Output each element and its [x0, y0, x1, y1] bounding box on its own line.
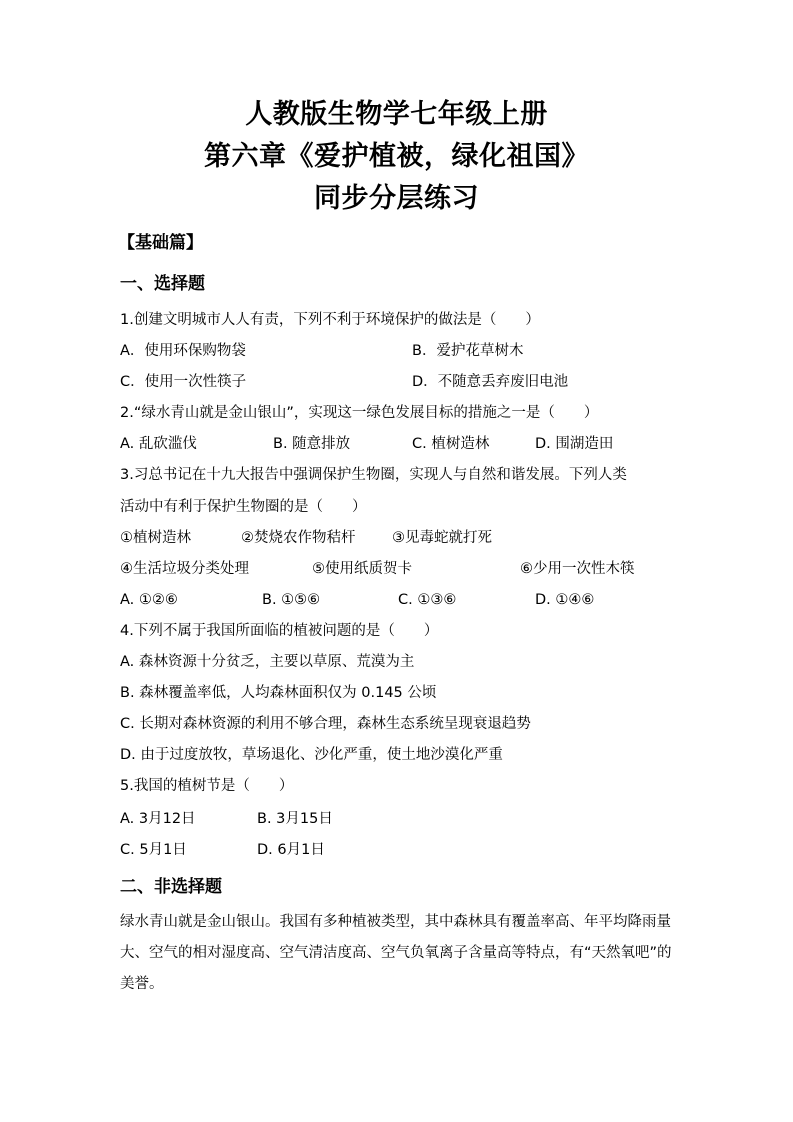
doc-title-line2: 第六章《爱护植被，绿化祖国》 — [204, 141, 589, 172]
doc-title-line3: 同步分层练习 — [314, 183, 479, 214]
question-2-option-b: B. 随意排放 — [273, 436, 351, 452]
question-2-stem: 2.“绿水青山就是金山银山”，实现这一绿色发展目标的措施之一是（ ） — [120, 405, 599, 421]
question-1-option-b: B．爱护花草树木 — [412, 343, 524, 359]
question-5-option-d: D. 6月1日 — [257, 842, 325, 858]
question-1-stem: 1.创建文明城市人人有责，下列不利于环境保护的做法是（ ） — [120, 312, 540, 328]
question-4-option-d: D. 由于过度放牧，草场退化、沙化严重，使土地沙漠化严重 — [120, 747, 503, 763]
question-2-option-d: D. 围湖造田 — [535, 436, 614, 452]
question-2-option-c: C. 植树造林 — [412, 436, 490, 452]
question-2-option-a: A. 乱砍滥伐 — [120, 436, 197, 452]
question-3-option-b: B. ①⑤⑥ — [262, 592, 321, 608]
question-5-option-c: C. 5月1日 — [120, 842, 187, 858]
part2-heading: 二、非选择题 — [120, 877, 222, 897]
part2-paragraph: 绿水青山就是金山银山。我国有多种植被类型，其中森林具有覆盖率高、年平均降雨量大、空气的相对湿度高、空气清洁度高、空气负氧离子含量高等特点，有“天然氧吧”的美誉。 — [120, 914, 672, 992]
question-3-item-6: ⑥少用一次性木筷 — [520, 561, 635, 577]
question-3-item-5: ⑤使用纸质贺卡 — [312, 561, 412, 577]
question-5-option-a: A. 3月12日 — [120, 811, 196, 827]
question-1-option-c: C．使用一次性筷子 — [120, 374, 247, 390]
question-3-item-4: ④生活垃圾分类处理 — [120, 561, 249, 577]
question-3-item-2: ②焚烧农作物秸杆 — [241, 530, 356, 546]
question-4-option-c: C. 长期对森林资源的利用不够合理，森林生态系统呈现衰退趋势 — [120, 716, 531, 732]
question-5-option-b: B. 3月15日 — [257, 811, 333, 827]
question-5-stem: 5.我国的植树节是（ ） — [120, 778, 294, 794]
question-3-option-c: C. ①③⑥ — [398, 592, 457, 608]
question-3-stem-line2: 活动中有利于保护生物圈的是（ ） — [120, 499, 367, 515]
question-3-option-a: A. ①②⑥ — [120, 592, 178, 608]
question-3-item-3: ③见毒蛇就打死 — [392, 530, 492, 546]
question-3-stem-line1: 3.习总书记在十九大报告中强调保护生物圈，实现人与自然和谐发展。下列人类 — [120, 467, 627, 483]
question-3-option-d: D. ①④⑥ — [535, 592, 595, 608]
question-4-option-b: B. 森林覆盖率低，人均森林面积仅为 0.145 公顷 — [120, 685, 437, 701]
part1-heading: 一、选择题 — [120, 274, 205, 294]
doc-title-line1: 人教版生物学七年级上册 — [245, 99, 548, 130]
question-1-option-a: A．使用环保购物袋 — [120, 343, 246, 359]
question-4-option-a: A. 森林资源十分贫乏，主要以草原、荒漠为主 — [120, 654, 415, 670]
section-basic-label: 【基础篇】 — [118, 233, 203, 253]
question-1-option-d: D．不随意丢弃废旧电池 — [412, 374, 569, 390]
question-4-stem: 4.下列不属于我国所面临的植被问题的是（ ） — [120, 623, 439, 639]
question-3-item-1: ①植树造林 — [120, 530, 191, 546]
